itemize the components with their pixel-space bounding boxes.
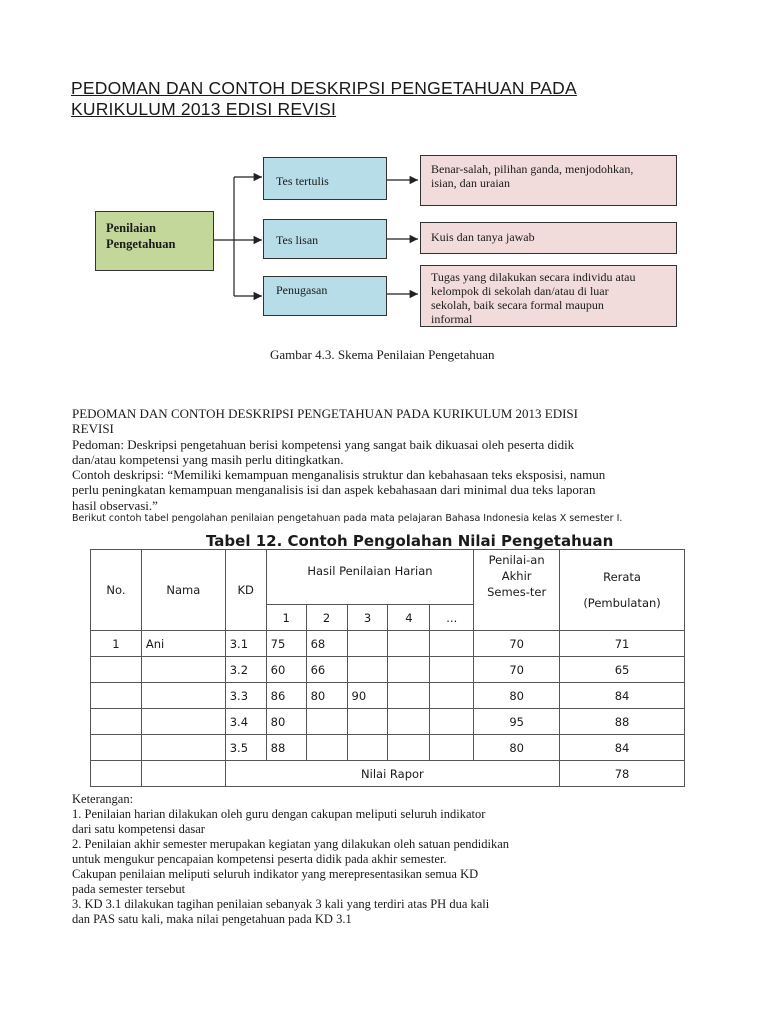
table-row xyxy=(91,657,685,683)
cell-ph-1: 86 xyxy=(266,683,306,709)
cell-no xyxy=(91,683,142,709)
cell-kd: 3.4 xyxy=(225,709,266,735)
cell-rerata: 65 xyxy=(560,657,685,683)
note-line: pada semester tersebut xyxy=(72,882,186,896)
desc-tes-tertulis-box xyxy=(420,155,677,206)
cell-ph-2: 68 xyxy=(306,631,347,657)
cell-nama xyxy=(141,657,225,683)
cell-no: 1 xyxy=(91,631,142,657)
header-nama: Nama xyxy=(141,550,225,631)
page-title-line-1: PEDOMAN DAN CONTOH DESKRIPSI PENGETAHUAN PADA xyxy=(71,78,577,98)
cell-ph-2: 66 xyxy=(306,657,347,683)
desc-penugasan-box xyxy=(420,265,677,327)
cell-nama xyxy=(141,683,225,709)
cell-ph-5 xyxy=(430,683,474,709)
note-line: untuk mengukur pencapaian kompetensi peserta didik pada akhir semester. xyxy=(72,852,447,866)
cell-rerata: 84 xyxy=(560,735,685,761)
cell-pas: 80 xyxy=(474,735,560,761)
cell-nama xyxy=(141,735,225,761)
table-row xyxy=(91,735,685,761)
header-rerata xyxy=(560,550,685,631)
desc-tes-tertulis-line-1: Benar-salah, pilihan ganda, menjodohkan, xyxy=(431,162,634,176)
cell-ph-1: 80 xyxy=(266,709,306,735)
cell-ph-2 xyxy=(306,735,347,761)
notes-heading: Keterangan: xyxy=(72,792,134,806)
method-tes-tertulis-label: Tes tertulis xyxy=(276,174,329,188)
desc-penugasan-line-1: Tugas yang dilakukan secara individu atau xyxy=(431,270,636,284)
table-row xyxy=(91,683,685,709)
subheader-2: 2 xyxy=(306,605,347,631)
cell-ph-2: 80 xyxy=(306,683,347,709)
cell-ph-3 xyxy=(347,735,388,761)
cell-nama xyxy=(141,709,225,735)
cell-no xyxy=(91,735,142,761)
desc-tes-tertulis-line-2: isian, dan uraian xyxy=(431,176,510,190)
cell-pas: 95 xyxy=(474,709,560,735)
body-line: Pedoman: Deskripsi pengetahuan berisi kompetensi yang sangat baik dikuasai oleh peserta didik xyxy=(72,436,575,452)
page-title-line-2: KURIKULUM 2013 EDISI REVISI xyxy=(71,99,337,119)
note-line: 1. Penilaian harian dilakukan oleh guru dengan cakupan meliputi seluruh indikator xyxy=(72,807,486,821)
method-penugasan-label: Penugasan xyxy=(276,283,328,297)
header-pas-line-3: Semes-ter xyxy=(487,585,547,599)
desc-penugasan-line-4: informal xyxy=(431,312,473,326)
root-label-line-1: Penilaian xyxy=(106,221,157,235)
cell-ph-5 xyxy=(430,631,474,657)
method-tes-tertulis-box xyxy=(263,157,387,200)
subheader-ellipsis: ... xyxy=(430,605,474,631)
cell-ph-1: 60 xyxy=(266,657,306,683)
body-line: Contoh deskripsi: “Memiliki kemampuan menganalisis struktur dan kebahasaan teks eksposisi, namun xyxy=(72,467,606,483)
nilai-rapor-value: 78 xyxy=(560,761,685,787)
cell-pas: 70 xyxy=(474,631,560,657)
header-pas-line-1: Penilai-an xyxy=(488,553,545,567)
body-line: dan/atau kompetensi yang masih perlu ditingkatkan. xyxy=(72,451,344,467)
nilai-rapor-label: Nilai Rapor xyxy=(225,761,559,787)
cell-ph-1: 75 xyxy=(266,631,306,657)
cell-ph-1: 88 xyxy=(266,735,306,761)
cell-empty xyxy=(91,761,142,787)
cell-rerata: 84 xyxy=(560,683,685,709)
desc-tes-lisan-box xyxy=(420,222,677,254)
figure-caption: Gambar 4.3. Skema Penilaian Pengetahuan xyxy=(270,347,495,362)
cell-no xyxy=(91,709,142,735)
root-label-line-2: Pengetahuan xyxy=(106,237,176,251)
cell-kd: 3.5 xyxy=(225,735,266,761)
subheader-3: 3 xyxy=(347,605,388,631)
cell-empty xyxy=(141,761,225,787)
subheader-4: 4 xyxy=(388,605,430,631)
note-line: Cakupan penilaian meliputi seluruh indikator yang merepresentasikan semua KD xyxy=(72,867,479,881)
desc-penugasan-line-2: kelompok di sekolah dan/atau di luar xyxy=(431,284,609,298)
body-paragraph xyxy=(72,406,712,513)
cell-ph-4 xyxy=(388,631,430,657)
header-no: No. xyxy=(91,550,142,631)
table-title: Tabel 12. Contoh Pengolahan Nilai Pengetahuan xyxy=(206,532,614,550)
cell-rerata: 71 xyxy=(560,631,685,657)
header-hasil-penilaian-harian: Hasil Penilaian Harian xyxy=(266,550,474,605)
cell-nama: Ani xyxy=(141,631,225,657)
header-penilaian-akhir-semester xyxy=(474,550,560,631)
header-pas-line-2: Akhir xyxy=(501,569,532,583)
note-line: 3. KD 3.1 dilakukan tagihan penilaian sebanyak 3 kali yang terdiri atas PH dua kali xyxy=(72,897,490,911)
cell-ph-4 xyxy=(388,657,430,683)
cell-pas: 80 xyxy=(474,683,560,709)
cell-ph-3: 90 xyxy=(347,683,388,709)
header-rerata-line-1: Rerata xyxy=(603,570,641,584)
table-row xyxy=(91,631,685,657)
cell-kd: 3.2 xyxy=(225,657,266,683)
method-penugasan-box xyxy=(263,276,387,316)
cell-ph-4 xyxy=(388,735,430,761)
table-intro: Berikut contoh tabel pengolahan penilaian pengetahuan pada mata pelajaran Bahasa Indonesia kelas X semester I. xyxy=(72,513,623,524)
note-line: 2. Penilaian akhir semester merupakan kegiatan yang dilakukan oleh satuan pendidikan xyxy=(72,837,510,851)
notes-section xyxy=(72,792,509,927)
table-header-row xyxy=(91,550,685,605)
header-rerata-line-2: (Pembulatan) xyxy=(583,596,661,610)
cell-ph-5 xyxy=(430,735,474,761)
cell-ph-5 xyxy=(430,657,474,683)
root-penilaian-pengetahuan-box xyxy=(95,211,214,271)
desc-tes-lisan-line-1: Kuis dan tanya jawab xyxy=(431,230,535,244)
cell-ph-5 xyxy=(430,709,474,735)
cell-ph-3 xyxy=(347,709,388,735)
grades-table xyxy=(90,549,685,787)
cell-ph-4 xyxy=(388,709,430,735)
table-row xyxy=(91,709,685,735)
cell-ph-3 xyxy=(347,657,388,683)
cell-ph-2 xyxy=(306,709,347,735)
body-line: REVISI xyxy=(72,421,114,437)
cell-pas: 70 xyxy=(474,657,560,683)
method-tes-lisan-box xyxy=(263,219,387,259)
body-line: PEDOMAN DAN CONTOH DESKRIPSI PENGETAHUAN PADA KURIKULUM 2013 EDISI xyxy=(72,406,578,421)
header-kd: KD xyxy=(225,550,266,631)
subheader-1: 1 xyxy=(266,605,306,631)
desc-penugasan-line-3: sekolah, baik secara formal maupun xyxy=(431,298,604,312)
cell-ph-4 xyxy=(388,683,430,709)
cell-no xyxy=(91,657,142,683)
method-tes-lisan-label: Tes lisan xyxy=(276,233,319,247)
cell-ph-3 xyxy=(347,631,388,657)
table-row-nilai-rapor xyxy=(91,761,685,787)
note-line: dari satu kompetensi dasar xyxy=(72,822,205,836)
cell-kd: 3.3 xyxy=(225,683,266,709)
cell-rerata: 88 xyxy=(560,709,685,735)
note-line: dan PAS satu kali, maka nilai pengetahuan pada KD 3.1 xyxy=(72,912,352,926)
body-line: perlu peningkatan kemampuan menganalisis isi dan aspek kebahasaan dari minimal dua teks laporan xyxy=(72,482,596,498)
body-line: hasil observasi.” xyxy=(72,497,158,513)
cell-kd: 3.1 xyxy=(225,631,266,657)
